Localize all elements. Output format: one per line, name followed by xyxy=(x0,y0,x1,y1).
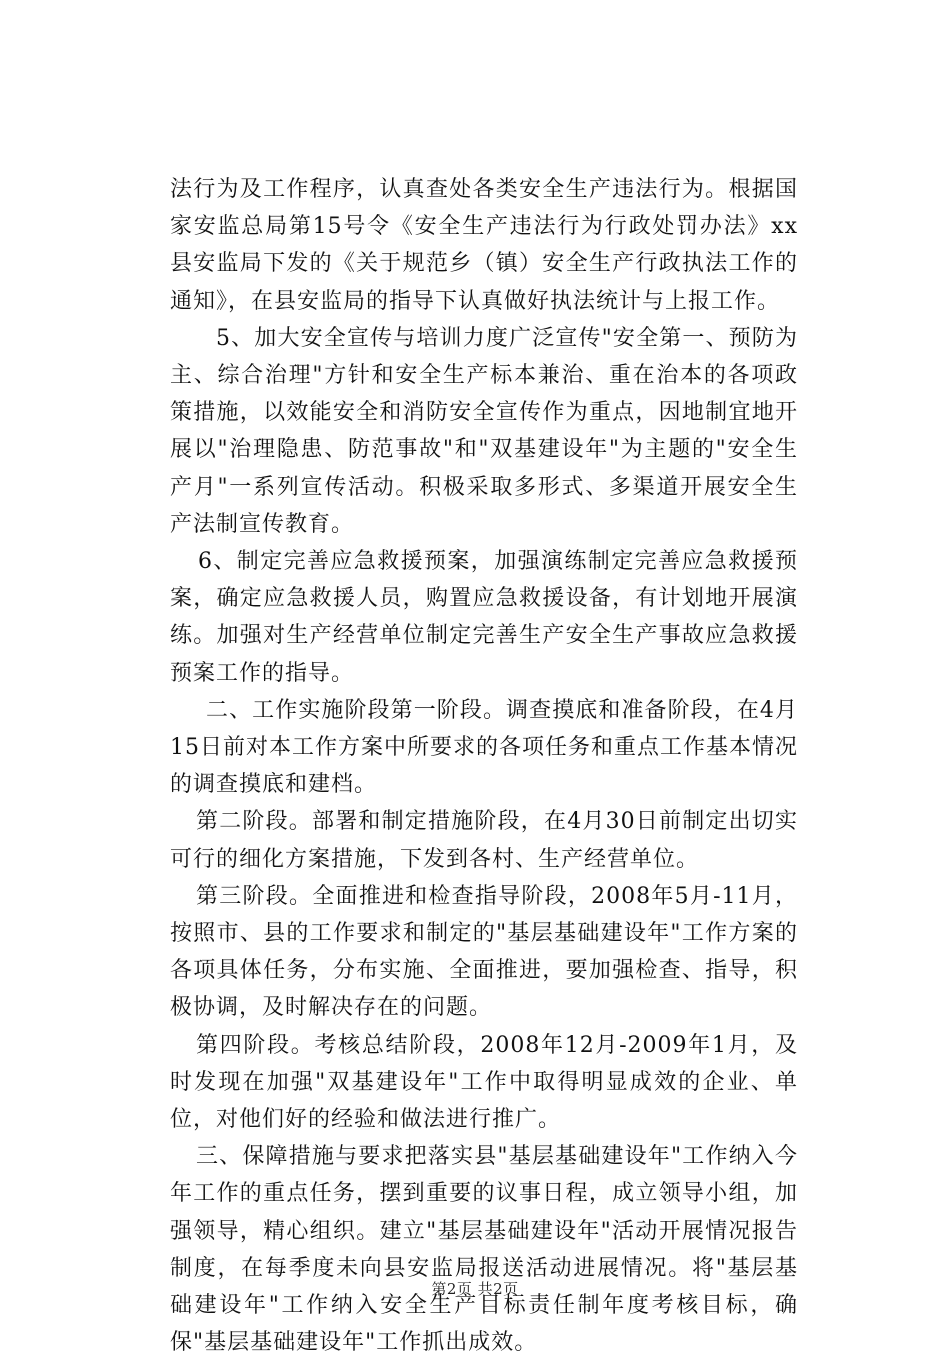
paragraph-section-2: 二、工作实施阶段第一阶段。调查摸底和准备阶段，在4月15日前对本工作方案中所要求的各项任务和重点工作基本情况的调查摸底和建档。 xyxy=(170,697,798,798)
paragraph-stage-2: 第二阶段。部署和制定措施阶段，在4月30日前制定出切实可行的细化方案措施，下发到各村、生产经营单位。 xyxy=(170,809,798,872)
page-footer: 第2页 共2页 xyxy=(431,1280,519,1298)
paragraph-item-6: 6、制定完善应急救援预案，加强演练制定完善应急救援预案，确定应急救援人员，购置应急救援设备，有计划地开展演练。加强对生产经营单位制定完善生产安全生产事故应急救援预案工作的指导。 xyxy=(170,549,798,686)
paragraph-item-5: 5、加大安全宣传与培训力度广泛宣传"安全第一、预防为主、综合治理"方针和安全生产标本兼治、重在治本的各项政策措施，以效能安全和消防安全宣传作为重点，因地制宜地开展以"治理隐患、防范事故"和"双基建设年"为主题的"安全生产月"一系列宣传活动。积极采取多形式、多渠道开展安全生产法制宣传教育。 xyxy=(170,325,798,537)
document-body xyxy=(170,171,798,1362)
paragraph-continuation: 法行为及工作程序，认真查处各类安全生产违法行为。根据国家安监总局第15号令《安全生产违法行为行政处罚办法》xx县安监局下发的《关于规范乡（镇）安全生产行政执法工作的通知》，在县安监局的指导下认真做好执法统计与上报工作。 xyxy=(170,177,798,314)
paragraph-stage-3: 第三阶段。全面推进和检查指导阶段，2008年5月-11月，按照市、县的工作要求和制定的"基层基础建设年"工作方案的各项具体任务，分布实施、全面推进，要加强检查、指导，积极协调，及时解决存在的问题。 xyxy=(170,883,798,1021)
paragraph-stage-4: 第四阶段。考核总结阶段，2008年12月-2009年1月，及时发现在加强"双基建设年"工作中取得明显成效的企业、单位，对他们好的经验和做法进行推广。 xyxy=(170,1032,798,1133)
paragraph-section-3: 三、保障措施与要求把落实县"基层基础建设年"工作纳入今年工作的重点任务，摆到重要的议事日程，成立领导小组，加强领导，精心组织。建立"基层基础建设年"活动开展情况报告制度，在每季度未向县安监局报送活动进展情况。将"基层基础建设年"工作纳入安全生产目标责任制年度考核目标，确保"基层基础建设年"工作抓出成效。 xyxy=(170,1144,798,1356)
